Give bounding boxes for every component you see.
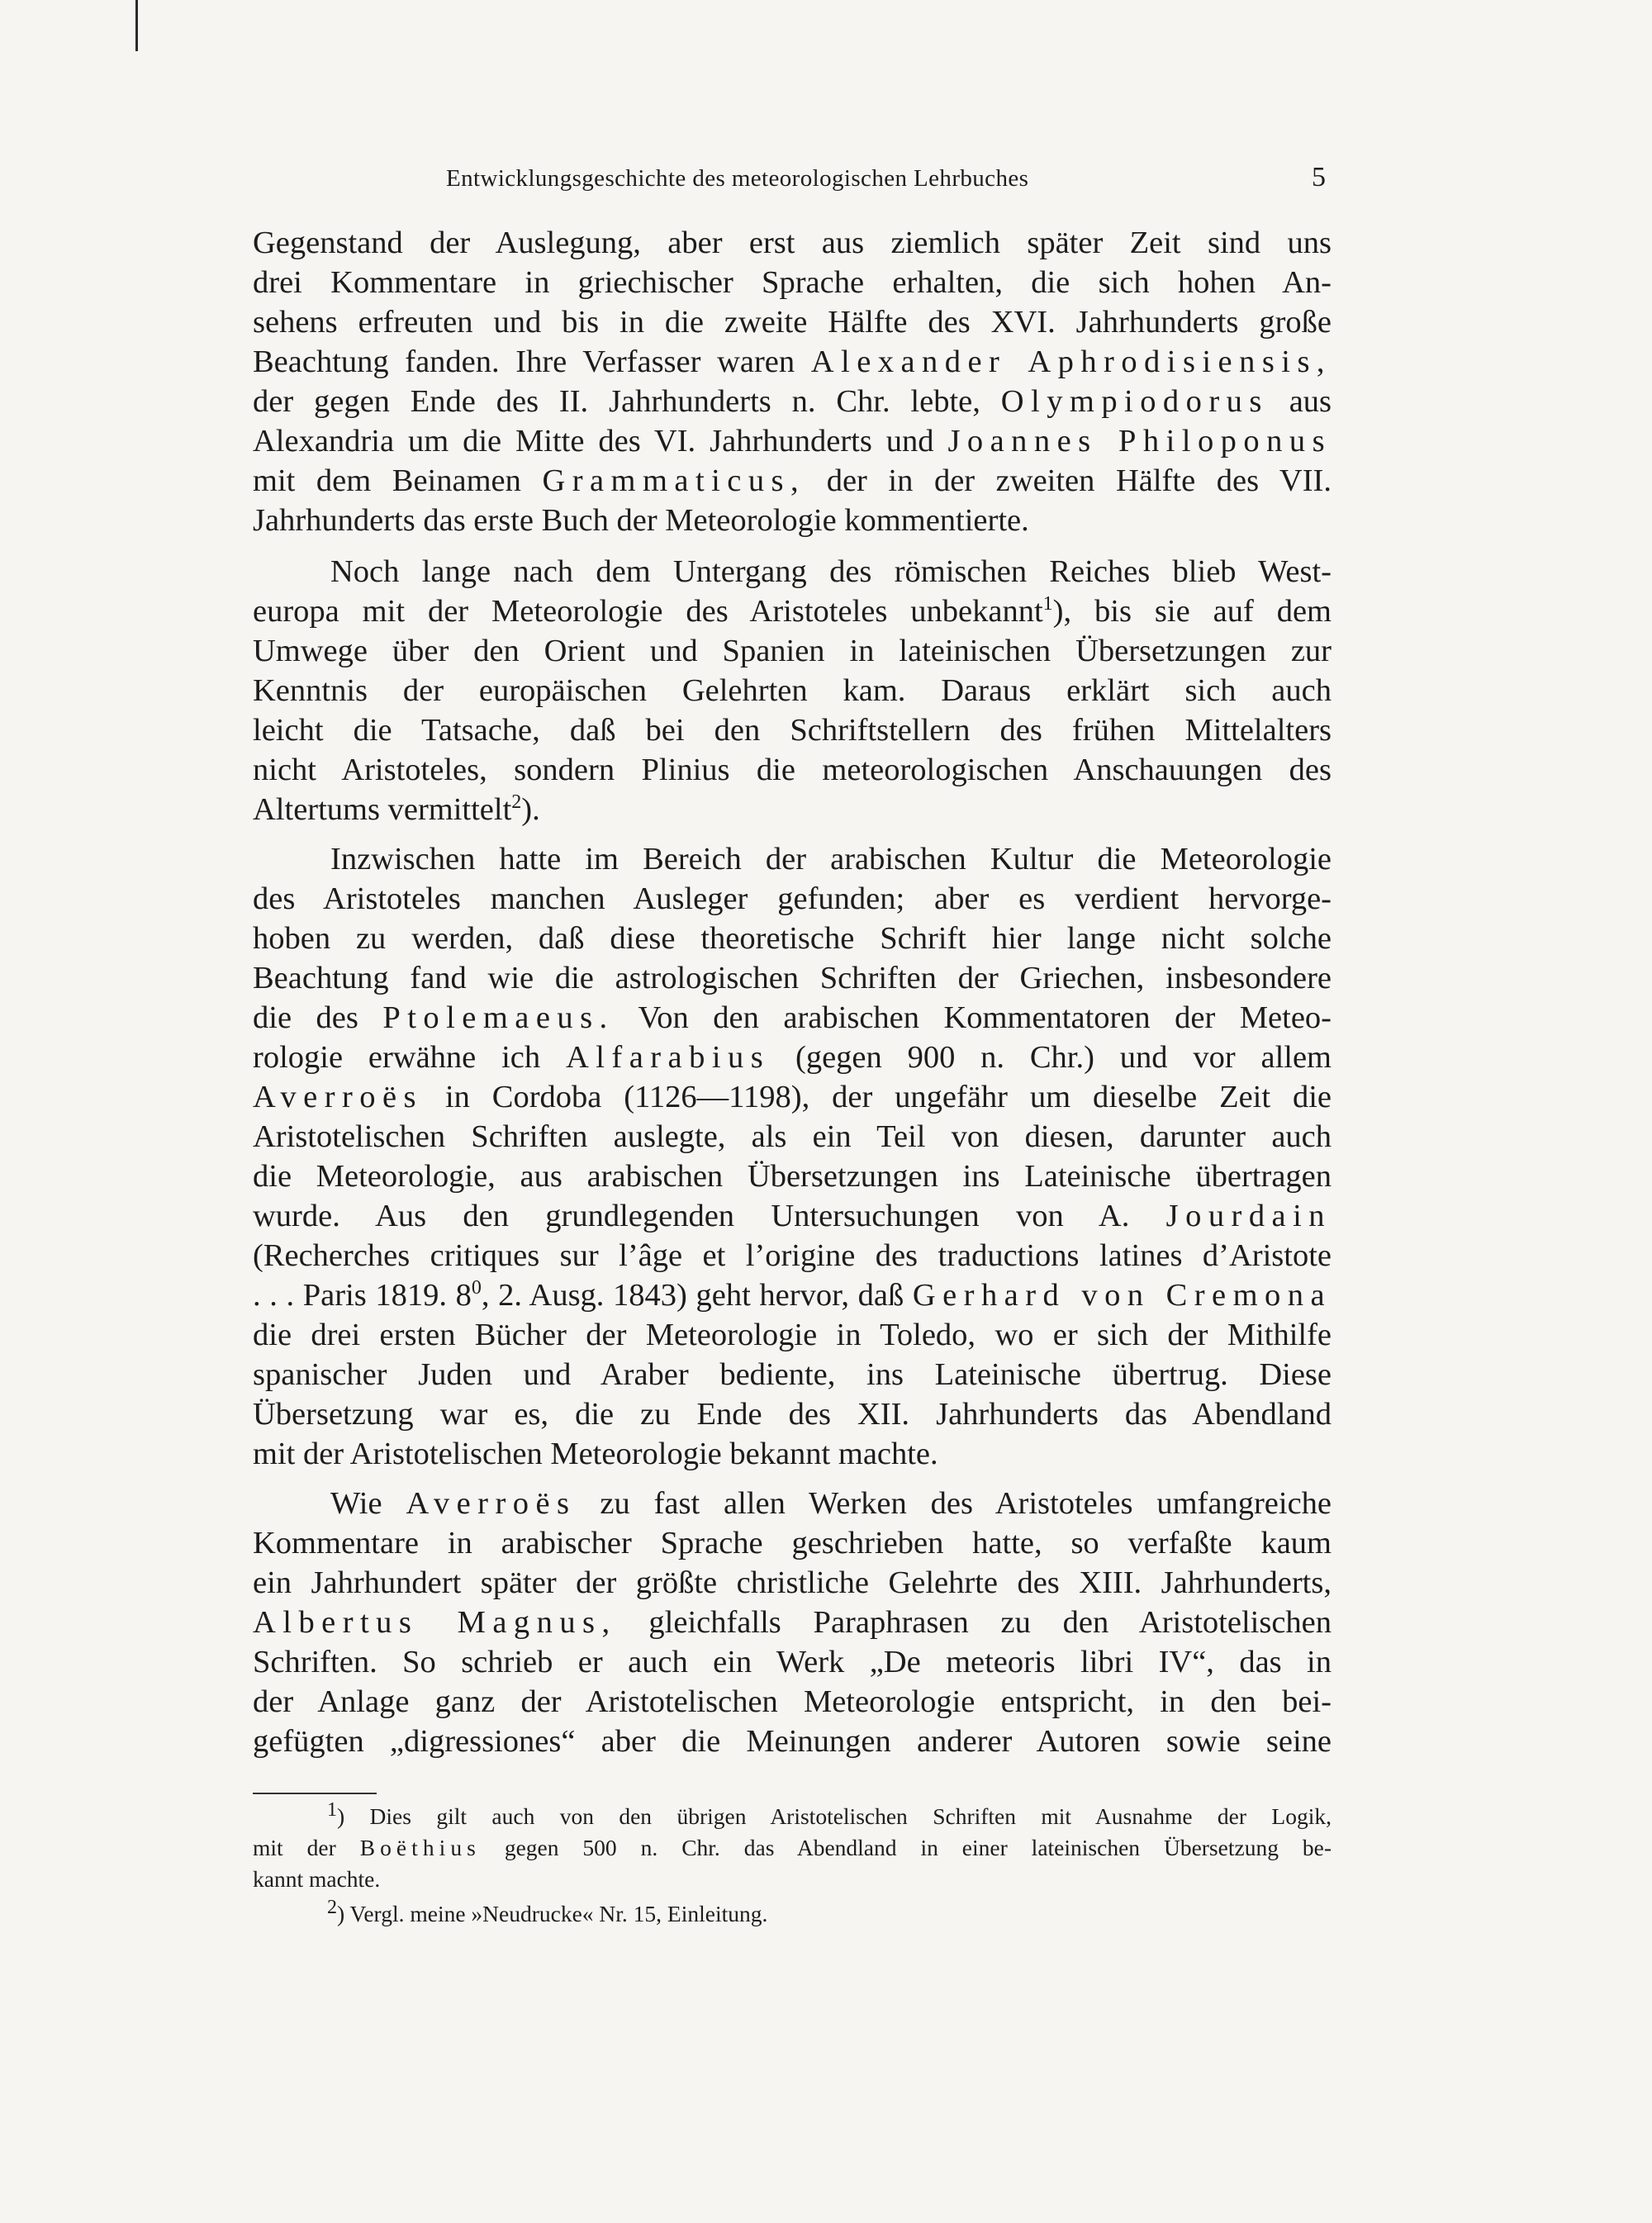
text-line: der gegen Ende des II. Jahrhunderts n. Chr. lebte, Olympiodorus aus [253, 384, 1332, 419]
text-line: nicht Aristoteles, sondern Plinius die meteorologischen Anschauungen des [253, 753, 1332, 787]
spaced-name: Jourdain [1165, 1199, 1332, 1233]
text-line: der Anlage ganz der Aristotelischen Meteorologie entspricht, in den bei- [253, 1684, 1332, 1719]
text-line: Wie Averroës zu fast allen Werken des Aristoteles umfangreiche [330, 1486, 1332, 1521]
text-line: die des Ptolemaeus. Von den arabischen Kommentatoren der Meteo- [253, 1000, 1332, 1035]
page-number: 5 [1312, 162, 1326, 192]
spaced-name: Joannes Philoponus [947, 424, 1332, 458]
text-line: rologie erwähne ich Alfarabius (gegen 900 n. Chr.) und vor allem [253, 1040, 1332, 1075]
running-header: Entwicklungsgeschichte des meteorologischen Lehrbuches [446, 165, 1029, 192]
text-line: hoben zu werden, daß diese theoretische Schrift hier lange nicht solche [253, 921, 1332, 956]
footnote-line: 2) Vergl. meine »Neudrucke« Nr. 15, Einleitung. [327, 1896, 768, 1926]
text-line: . . . Paris 1819. $8^0$, 2. Ausg. 1843) geht hervor, daß Gerhard von Cremona [253, 1277, 1332, 1313]
footnote-line: mit der Boëthius gegen 500 n. Chr. das Abendland in einer lateinischen Übersetzung be- [253, 1835, 1332, 1860]
spaced-name: Averroës [253, 1080, 424, 1114]
footnote-separator [253, 1793, 377, 1794]
footnote-ref: 2 [511, 791, 522, 814]
text-line: (Recherches critiques sur l’âge et l’origine des traductions latines d’Aristote [253, 1238, 1332, 1273]
text-line: Kommentare in arabischer Sprache geschrieben hatte, so verfaßte kaum [253, 1526, 1332, 1560]
text-line: Beachtung fand wie die astrologischen Schriften der Griechen, insbesondere [253, 961, 1332, 995]
text-line: Übersetzung war es, die zu Ende des XII. Jahrhunderts das Abendland [253, 1397, 1332, 1432]
text-line: sehens erfreuten und bis in die zweite Hälfte des XVI. Jahrhunderts große [253, 305, 1332, 340]
text-line: mit der Aristotelischen Meteorologie bekannt machte. [253, 1437, 938, 1471]
text-line: Noch lange nach dem Untergang des römischen Reiches blieb West- [330, 554, 1332, 589]
spaced-name: Olympiodorus [1000, 384, 1269, 419]
text-line: Altertums vermittelt$^2$). [253, 791, 540, 827]
spaced-name: Alfarabius [565, 1040, 771, 1075]
text-line: Inzwischen hatte im Bereich der arabischen Kultur die Meteorologie [330, 842, 1332, 876]
text-line: mit dem Beinamen Grammaticus, der in der zweiten Hälfte des VII. [253, 463, 1332, 498]
text-line: Umwege über den Orient und Spanien in lateinischen Übersetzungen zur [253, 634, 1332, 668]
footnote-ref: 1 [1042, 593, 1053, 615]
text-line: Averroës in Cordoba (1126—1198), der ungefähr um dieselbe Zeit die [253, 1080, 1332, 1114]
superscript: 0 [471, 1277, 482, 1299]
footnote-mark: 2 [327, 1896, 337, 1918]
text-line: ein Jahrhundert später der größte christliche Gelehrte des XIII. Jahrhunderts, [253, 1565, 1332, 1600]
spaced-name: Ptolemaeus. [382, 1000, 615, 1035]
text-line: wurde. Aus den grundlegenden Untersuchungen von A. Jourdain [253, 1199, 1332, 1233]
spaced-name: Grammaticus, [542, 463, 806, 498]
page-edge-mark [135, 0, 138, 51]
text-line: gefügten „digressiones“ aber die Meinungen anderer Autoren sowie seine [253, 1724, 1332, 1759]
text-line: Albertus Magnus, gleichfalls Paraphrasen zu den Aristotelischen [253, 1605, 1332, 1640]
text-line: spanischer Juden und Araber bediente, ins Lateinische übertrug. Diese [253, 1357, 1332, 1392]
text-line: die drei ersten Bücher der Meteorologie in Toledo, wo er sich der Mithilfe [253, 1318, 1332, 1352]
text-line: die Meteorologie, aus arabischen Übersetzungen ins Lateinische übertragen [253, 1159, 1332, 1194]
spaced-name: Gerhard von Cremona [912, 1278, 1332, 1313]
spaced-name: Boëthius [359, 1835, 481, 1860]
text-line: Jahrhunderts das erste Buch der Meteorologie kommentierte. [253, 503, 1029, 538]
footnote-line: kannt machte. [253, 1866, 381, 1892]
text-line: drei Kommentare in griechischer Sprache erhalten, die sich hohen An- [253, 265, 1332, 300]
text-line: Aristotelischen Schriften auslegte, als ein Teil von diesen, darunter auch [253, 1119, 1332, 1154]
text-line: Beachtung fanden. Ihre Verfasser waren Alexander Aphrodisiensis, [253, 344, 1332, 379]
text-line: Gegenstand der Auslegung, aber erst aus ziemlich später Zeit sind uns [253, 226, 1332, 260]
footnote-line: 1) Dies gilt auch von den übrigen Aristotelischen Schriften mit Ausnahme der Logik, [327, 1798, 1332, 1829]
text-line: Alexandria um die Mitte des VI. Jahrhunderts und Joannes Philoponus [253, 424, 1332, 458]
text-line: europa mit der Meteorologie des Aristoteles unbekannt$^1$), bis sie auf dem [253, 593, 1332, 629]
text-line: des Aristoteles manchen Ausleger gefunden; aber es verdient hervorge- [253, 881, 1332, 916]
text-line: Kenntnis der europäischen Gelehrten kam. Daraus erklärt sich auch [253, 673, 1332, 708]
spaced-name: Averroës [406, 1486, 577, 1521]
spaced-name: Alexander Aphrodisiensis, [810, 344, 1332, 379]
footnote-mark: 1 [327, 1798, 337, 1821]
spaced-name: Albertus Magnus, [253, 1605, 617, 1640]
text-line: leicht die Tatsache, daß bei den Schriftstellern des frühen Mittelalters [253, 713, 1332, 748]
text-line: Schriften. So schrieb er auch ein Werk „De meteoris libri IV“, das in [253, 1645, 1332, 1679]
